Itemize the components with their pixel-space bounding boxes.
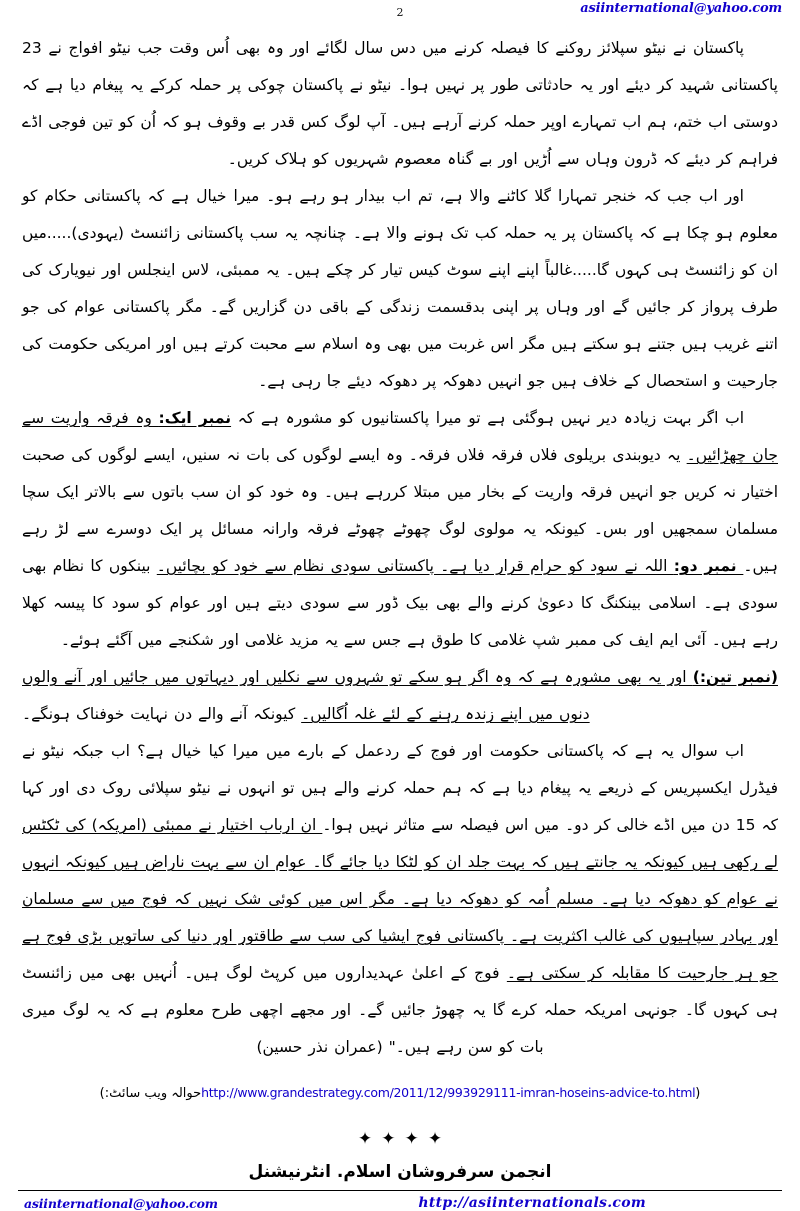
p4-heading-number-three: (نمبر تین:) xyxy=(692,668,778,686)
organization-name: انجمن سرفروشان اسلام. انٹرنیشنل xyxy=(248,1162,552,1182)
p3-heading-number-one: نمبر ایک: xyxy=(158,409,232,427)
reference-paren-close: ) xyxy=(99,1086,105,1101)
diamond-star-icon: ✦ xyxy=(404,1129,419,1149)
paragraph-1: پاکستان نے نیٹو سپلائز روکنے کا فیصلہ کرنے میں دس سال لگائے اور وہ بھی اُس وقت جب نیٹو افواج نے 23 پاکستانی شہید کر دیئے اور یہ حادثاتی طور پر نہیں ہوا۔ نیٹو نے پاکستان چوکی پر حملہ کرکے یہ پیغام دیا ہے کہ دوستی اب ختم، ہم اب تمہارے اوپر حملہ کرنے آرہے ہیں۔ آپ لوگ کس قدر بے وقوف ہو کہ اُن کو تین فوجی اڈے فراہم کر دیئے کہ ڈرون وہاں سے اُڑیں اور بے گناہ معصوم شہریوں کو ہلاک کریں۔ xyxy=(22,39,778,168)
p4-seg-2: کیونکہ آنے والے دن نہایت خوفناک ہونگے۔ xyxy=(22,705,302,723)
reference-line xyxy=(22,1082,778,1105)
page-number: 2 xyxy=(396,6,404,19)
p3-heading-number-two: نمبر دو: xyxy=(673,557,744,575)
p5-seg-1-underlined: ان ارباب اختیار نے ممبئی (امریکہ) کی ٹکٹس لے رکھی ہیں کیونکہ یہ جانتے ہیں کہ بہت جلد ان کو لٹکا دیا جائے گا۔ عوام ان سے بہت ناراض ہیں کیونکہ انہوں نے عوام کو دھوکہ دیا ہے۔ مسلم اُمہ کو دھوکہ دیا ہے۔ مگر اس میں کوئی شک نہیں کہ فوج میں سے مسلمان اور بہادر سپاہیوں کی غالب اکثریت ہے۔ پاکستانی فوج ایشیا کی سب سے طاقتور اور دنیا کی ساتویں بڑی فوج ہے جو ہر جارحیت کا مقابلہ کر سکتی ہے۔ xyxy=(22,816,778,982)
diamond-star-icon: ✦ xyxy=(427,1129,443,1149)
paragraph-5 xyxy=(22,733,778,1066)
footer-email-address[interactable]: asiinternational@yahoo.com xyxy=(24,1195,218,1211)
p5-seg-2: فوج کے اعلیٰ عہدیداروں میں کرپٹ لوگ ہیں۔ اُنہیں بھی میں زائنسٹ ہی کہوں گا۔ جونہی امریکہ حملہ کرے گا یہ چھوڑ جائیں گے۔ اور مجھے اچھی طرح معلوم ہے کہ یہ لوگ میری بات کو سن رہے ہیں۔" (عمران نذر حسین) xyxy=(22,964,778,1056)
p3-seg-0: اب اگر بہت زیادہ دیر نہیں ہوگئی ہے تو میرا پاکستانیوں کو مشورہ ہے کہ xyxy=(231,409,744,427)
footer-divider xyxy=(18,1190,782,1191)
document-body xyxy=(0,26,800,1148)
ornament-divider xyxy=(22,1131,778,1148)
paragraph-3 xyxy=(22,400,778,659)
footer-links xyxy=(18,1195,782,1211)
reference-paren-open: ( xyxy=(695,1086,701,1101)
p3-seg-6: بینکوں کا نظام بھی سودی ہے۔ اسلامی بینکنگ کا دعویٰ کرنے والے بھی بیک ڈور سے سودی دیتے ہیں اور عوام کو سود کا پیسہ کھلا رہے ہیں۔ آئی ایم ایف کی ممبر شپ غلامی کا طوق ہے جس سے یہ مزید غلامی اور شکنجے میں آگئے ہوئے۔ xyxy=(22,557,778,649)
p3-seg-2: وہ فرقہ واریت سے جان چھڑائیں۔ xyxy=(22,409,778,464)
reference-label: حوالہ ویب سائٹ: xyxy=(104,1086,202,1101)
reference-url[interactable]: http://www.grandestrategy.com/2011/12/993929111-imran-hoseins-advice-to.html xyxy=(201,1085,696,1100)
page-header xyxy=(0,0,800,26)
footer-website-url[interactable]: http://asiinternationals.com xyxy=(418,1195,646,1211)
p4-seg-1: اور یہ بھی مشورہ ہے کہ وہ اگر ہو سکے تو شہروں سے نکلیں اور دیہاتوں میں جائیں اور آنے والوں دنوں میں اپنے زندہ رہنے کے لئے غلہ اُگالیں۔ xyxy=(22,668,693,723)
p3-seg-3: یہ دیوبندی بریلوی فلاں فرقہ فلاں فرقہ۔ وہ ایسے لوگوں کی بات نہ سنیں، ایسے لوگوں کی صحبت اختیار نہ کریں جو انہیں فرقہ واریت کے بخار میں مبتلا کررہے ہیں۔ وہ خود کو ان سب باتوں سے بالاتر ایک سچا مسلمان سمجھیں اور بس۔ کیونکہ یہ مولوی لوگ چھوٹے چھوٹے فرقہ وارانہ مسائل پر ایک دوسرے سے لڑ رہے ہیں۔ xyxy=(22,446,778,575)
diamond-star-icon: ✦ xyxy=(381,1129,396,1149)
diamond-star-icon: ✦ xyxy=(357,1129,373,1149)
header-email-address[interactable]: asiinternational@yahoo.com xyxy=(580,1,782,16)
p5-seg-0: اب سوال یہ ہے کہ پاکستانی حکومت اور فوج کے ردعمل کے بارے میں میرا کیا خیال ہے؟ اب جبکہ نیٹو نے فیڈرل ایکسپریس کے ذریعے یہ پیغام دیا ہے کہ ہم حملہ کرنے والے ہیں تو انہوں نے نیٹو سپلائی روک دی اور کہا کہ 15 دن میں اڈے خالی کر دو۔ میں اس فیصلہ سے متاثر نہیں ہوا۔ xyxy=(22,742,778,834)
p3-seg-5: اللہ نے سود کو حرام قرار دیا ہے۔ پاکستانی سودی نظام سے خود کو بچائیں۔ xyxy=(156,557,674,575)
page-footer xyxy=(0,1148,800,1211)
paragraph-4 xyxy=(22,659,778,733)
paragraph-2: اور اب جب کہ خنجر تمہارا گلا کاٹنے والا ہے، تم اب بیدار ہو رہے ہو۔ میرا خیال ہے کہ پاکستانی حکام کو معلوم ہو چکا ہے کہ پاکستان پر یہ حملہ کب تک ہونے والا ہے۔ چنانچہ یہ سب پاکستانی زائنسٹ (یہودی).....میں ان کو زائنسٹ ہی کہوں گا.....غالباً اپنے اپنے سوٹ کیس تیار کر چکے ہیں۔ یہ ممبئی، لاس اینجلس اور نیویارک کی طرف پرواز کر جائیں گے اور وہاں پر اپنی بدقسمت زندگی کے باقی دن گزاریں گے۔ مگر پاکستانی عوام کی جو اتنے غریب ہیں جتنے ہو سکتے ہیں مگر اس غربت میں بھی وہ اسلام سے محبت کرتے ہیں اور امریکی حکومت کی جارحیت و استحصال کے خلاف ہیں جو انہیں دھوکہ پر دھوکہ دیئے جا رہی ہے۔ xyxy=(22,187,778,390)
